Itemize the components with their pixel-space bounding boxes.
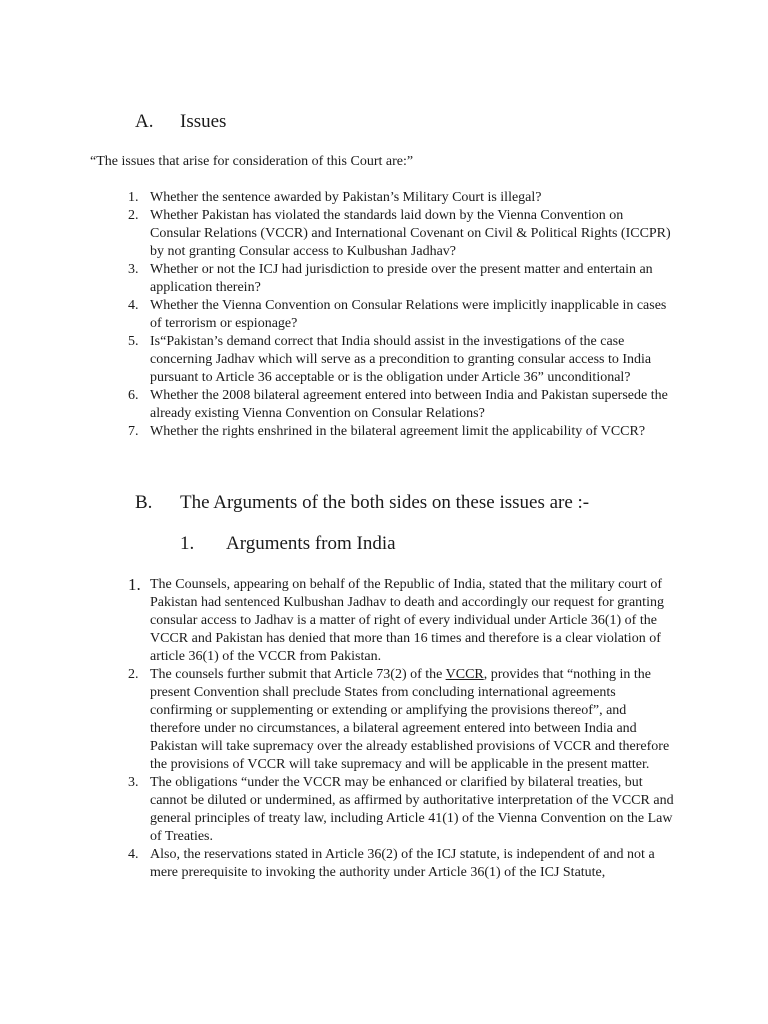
list-text-pre: The counsels further submit that Article 73(2) of the	[150, 667, 446, 682]
list-item	[128, 297, 676, 333]
list-number: 2.	[128, 208, 139, 223]
section-a-title: Issues	[180, 111, 227, 132]
list-number: 1.	[128, 190, 139, 205]
list-item	[128, 423, 676, 441]
list-item	[128, 387, 676, 423]
vccr-link[interactable]: VCCR	[445, 667, 484, 682]
list-number: 5.	[128, 334, 139, 349]
section-b-title: The Arguments of the both sides on these issues are :-	[180, 492, 590, 513]
list-number: 3.	[128, 775, 139, 790]
list-number: 4.	[128, 847, 139, 862]
list-text: Also, the reservations stated in Article 36(2) of the ICJ statute, is independent of and not a mere prerequisite to invoking the authority under Article 36(1) of the ICJ Statute,	[150, 847, 655, 880]
list-item	[128, 774, 678, 846]
list-text: The obligations “under the VCCR may be enhanced or clarified by bilateral treaties, but cannot be diluted or undermined, as affirmed by authoritative interpretation of the VCCR and general principles of treaty law, including Article 41(1) of the Vienna Convention on the Law of Treaties.	[150, 775, 674, 844]
intro-text: “The issues that arise for consideration of this Court are:”	[90, 154, 414, 169]
list-item	[128, 333, 676, 387]
list-text: The Counsels, appearing on behalf of the Republic of India, stated that the military court of Pakistan had sentenced Kulbushan Jadhav to death and accordingly our request for granting consular access to Jadhav is a matter of right of every individual under Article 36(1) of the VCCR and Pakistan has denied that more than 16 times and therefore is a clear violation of article 36(1) of the VCCR from Pakistan.	[150, 577, 664, 664]
list-item	[128, 846, 678, 882]
list-item	[128, 666, 678, 774]
subsection-label: 1.	[180, 533, 195, 554]
list-text: Whether the 2008 bilateral agreement entered into between India and Pakistan supersede the already existing Vienna Convention on Consular Relations?	[150, 388, 668, 421]
list-text: Whether or not the ICJ had jurisdiction to preside over the present matter and entertain an application therein?	[150, 262, 653, 295]
section-b-label: B.	[135, 492, 153, 513]
list-text: Whether the Vienna Convention on Consular Relations were implicitly inapplicable in cases of terrorism or espionage?	[150, 298, 667, 331]
subsection-title: Arguments from India	[226, 533, 396, 554]
list-number: 7.	[128, 424, 139, 439]
issues-list	[128, 189, 676, 441]
list-number: 1.	[128, 575, 141, 594]
section-a-label: A.	[135, 111, 154, 132]
list-number: 6.	[128, 388, 139, 403]
list-item	[128, 189, 676, 207]
list-text-post: , provides that “nothing in the present Convention shall preclude States from concluding international agreements confirming or supplementing or extending or amplifying the provisions thereof”, and therefore under no circumstances, a bilateral agreement entered into between India and Pakistan will take supremacy over the already established provisions of VCCR and therefore the provisions of VCCR will take supremacy and will be applicable in the present matter.	[150, 667, 670, 772]
list-item	[128, 261, 676, 297]
list-number: 4.	[128, 298, 139, 313]
list-item	[128, 207, 676, 261]
list-text: Is“Pakistan’s demand correct that India should assist in the investigations of the case concerning Jadhav which will serve as a precondition to granting consular access to India pursuant to Article 36 acceptable or is the obligation under Article 36” unconditional?	[150, 334, 652, 385]
list-text: Whether Pakistan has violated the standards laid down by the Vienna Convention on Consular Relations (VCCR) and International Covenant on Civil & Political Rights (ICCPR) by not granting Consular access to Kulbushan Jadhav?	[150, 208, 671, 259]
list-number: 2.	[128, 667, 139, 682]
list-number: 3.	[128, 262, 139, 277]
list-text: Whether the rights enshrined in the bilateral agreement limit the applicability of VCCR?	[150, 424, 646, 439]
list-text: Whether the sentence awarded by Pakistan’s Military Court is illegal?	[150, 190, 542, 205]
list-item	[128, 576, 678, 666]
arguments-list	[128, 576, 678, 882]
